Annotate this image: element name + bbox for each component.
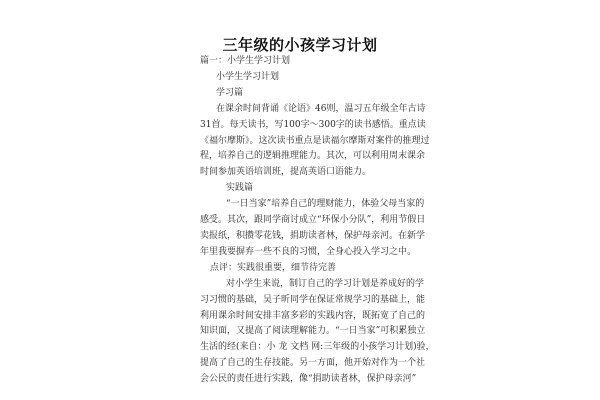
text-line: 小学生学习计划 (216, 71, 280, 82)
section-heading: 实践篇 (226, 183, 254, 194)
text-line: 利用课余时间安排丰富多彩的实践内容，既拓宽了自己的 (200, 310, 426, 321)
text-line: 提高了自己的生存技能。另一方面，他开始对作为一个社 (200, 358, 426, 369)
text-line: 知识面，又提高了阅读理解能力。“一日当家”可积累独立 (200, 326, 426, 337)
document-title: 三年级的小孩学习计划 (222, 36, 378, 54)
text-line: 感受。其次，跟同学商讨成立“环保小分队”，利用节假日 (200, 215, 426, 226)
text-line: 卖报纸，积攒零花钱，捐助读者林，保护母亲河。在新学 (200, 230, 426, 241)
text-line: 程，培养自己的逻辑推理能力。其次，可以利用周末课余 (200, 151, 426, 162)
text-line: 生活的经(来自：小 龙 文档 网:三年级的小孩学习计划)验， (200, 342, 435, 353)
text-line: 31首。每天读书，写100字～300字的读书感悟。重点读 (200, 119, 426, 130)
text-line: “一日当家”培养自己的理财能力，体验父母当家的 (226, 199, 425, 210)
text-line: 时间参加英语培训班，提高英语口语能力。 (200, 167, 372, 178)
text-line: 会公民的责任进行实践，像“捐助读者林，保护母亲河” (200, 374, 417, 385)
text-line: 在课余时间背诵《论语》46则，温习五年级全年古诗 (216, 103, 426, 114)
section-heading: 点评：实践很重要，细节待完善 (210, 262, 337, 273)
text-line: 篇一：小学生学习计划 (200, 56, 291, 66)
text-line: 《福尔摩斯》。这次读书重点是读福尔摩斯对案件的推理过 (200, 135, 430, 146)
text-line: 年里我要摒弃一些不良的习惯，全身心投入学习之中。 (200, 246, 417, 257)
section-heading: 学习篇 (216, 87, 244, 98)
text-line: 习习惯的基础，吴子昕同学在保证常规学习的基础上，能 (200, 294, 426, 305)
document-body (200, 54, 435, 388)
text-line: 对小学生来说，制订自己的学习计划是养成好的学 (226, 278, 425, 289)
